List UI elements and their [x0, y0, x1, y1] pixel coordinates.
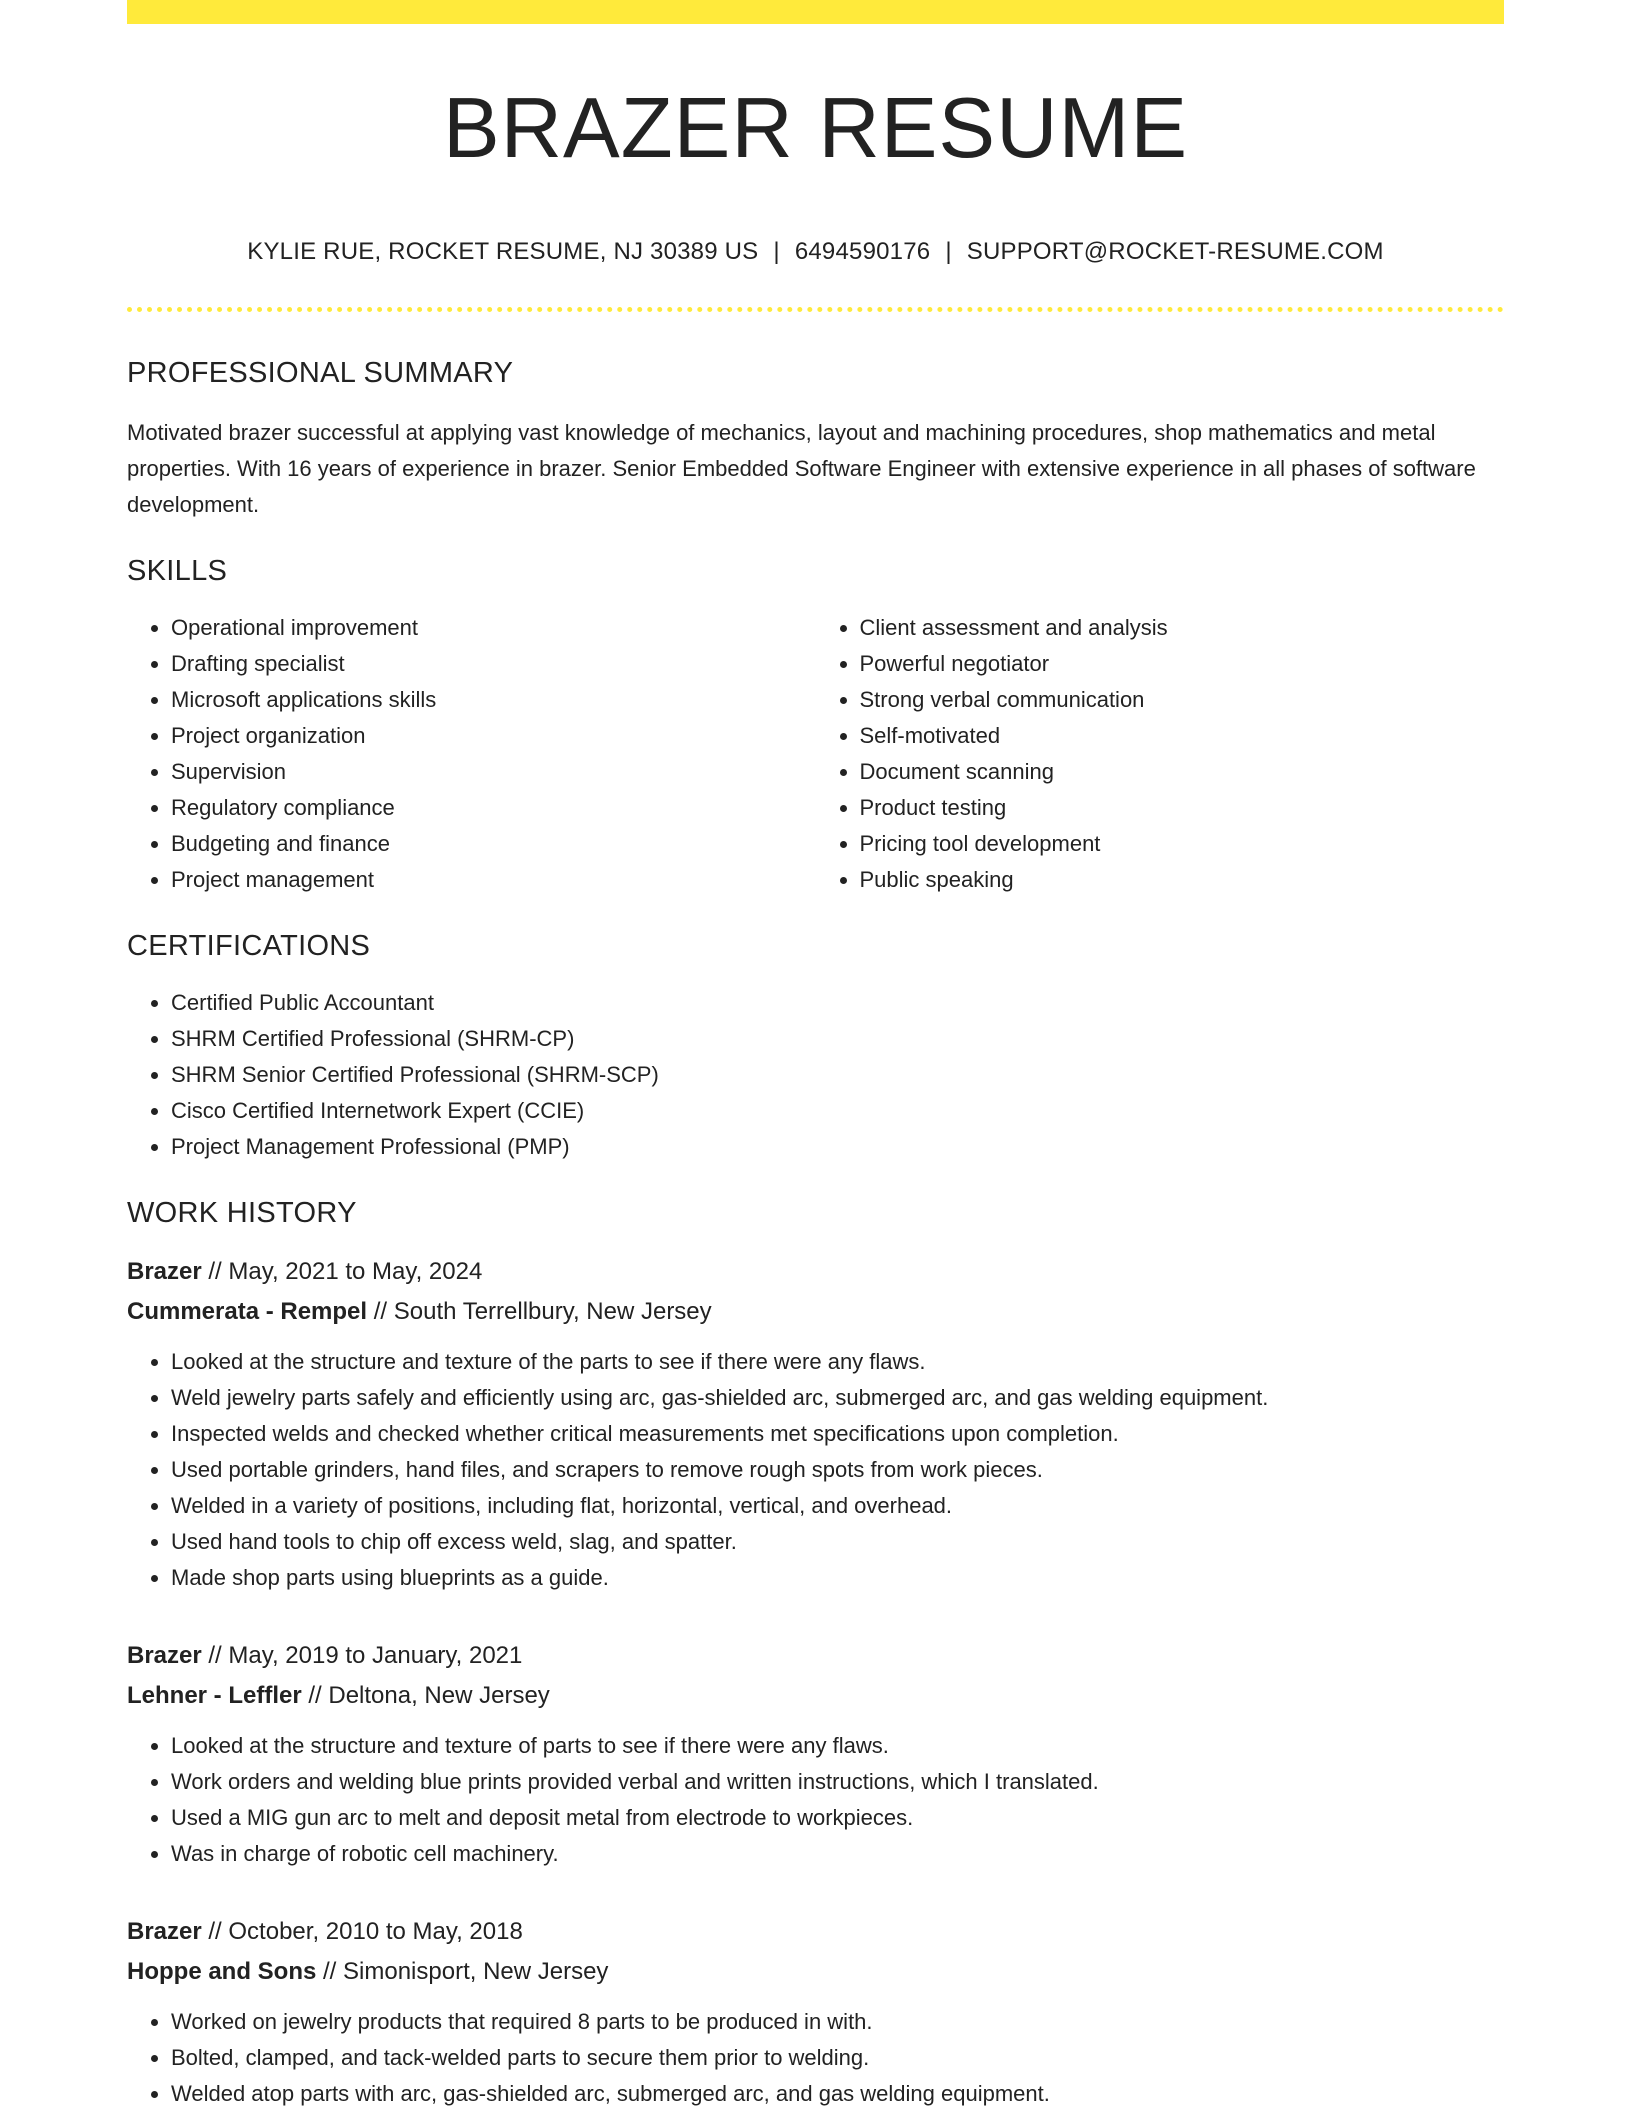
skill-item: • Product testing: [860, 790, 1505, 826]
job-bullet: • Bolted, clamped, and tack-welded parts to secure them prior to welding.: [171, 2040, 1504, 2076]
contact-separator: |: [945, 238, 952, 265]
job-location: Simonisport, New Jersey: [343, 1958, 609, 1985]
certifications-list: [127, 985, 1504, 1165]
job-company: Hoppe and Sons: [127, 1958, 317, 1985]
certification-item: • Certified Public Accountant: [171, 985, 1504, 1021]
job-bullet: • Welded atop parts with arc, gas-shielded arc, submerged arc, and gas welding equipment.: [171, 2076, 1504, 2112]
certifications-section: [127, 930, 1504, 1165]
job-separator: //: [316, 1958, 344, 1985]
job-separator: //: [201, 1918, 229, 1945]
job-bullets: [127, 1728, 1504, 1872]
top-accent-bar: [127, 0, 1504, 24]
skill-item: • Strong verbal communication: [860, 682, 1505, 718]
skill-item: • Microsoft applications skills: [171, 682, 816, 718]
job-location: Deltona, New Jersey: [328, 1682, 550, 1709]
job-title: Brazer: [127, 1918, 202, 1945]
job-bullet: • Looked at the structure and texture of parts to see if there were any flaws.: [171, 1728, 1504, 1764]
job-company-line: [127, 1952, 1504, 1992]
dotted-divider: [127, 307, 1504, 312]
job-bullet: • Was in charge of robotic cell machinery.: [171, 1836, 1504, 1872]
job-location: South Terrellbury, New Jersey: [393, 1298, 712, 1325]
job-separator: //: [201, 1258, 229, 1285]
job-entry: [127, 1252, 1504, 1596]
summary-text: Motivated brazer successful at applying vast knowledge of mechanics, layout and machining procedures, shop mathematics and metal properties. With 16 years of experience in brazer. Senior Embedded Software Engineer with extensive experience in all phases of software development.: [127, 420, 1476, 517]
job-dates: October, 2010 to May, 2018: [228, 1918, 523, 1945]
certifications-heading: CERTIFICATIONS: [127, 930, 371, 962]
certification-item: • SHRM Certified Professional (SHRM-CP): [171, 1021, 1504, 1057]
skill-item: • Drafting specialist: [171, 646, 816, 682]
job-separator: //: [367, 1298, 394, 1325]
job-bullet: • Weld jewelry parts safely and efficiently using arc, gas-shielded arc, submerged arc, and gas welding equipment.: [171, 1380, 1504, 1416]
job-title: Brazer: [127, 1258, 202, 1285]
skills-section: [127, 555, 1504, 898]
job-entry: [127, 1636, 1504, 1872]
job-bullets: [127, 2004, 1504, 2112]
summary-heading: PROFESSIONAL SUMMARY: [127, 357, 514, 389]
job-company-line: [127, 1676, 1504, 1716]
job-bullets: [127, 1344, 1504, 1596]
job-entry: [127, 1912, 1504, 2112]
skill-item: • Operational improvement: [171, 610, 816, 646]
job-bullet: • Worked on jewelry products that required 8 parts to be produced in with.: [171, 2004, 1504, 2040]
job-dates: May, 2019 to January, 2021: [228, 1642, 523, 1669]
job-bullet: • Used a MIG gun arc to melt and deposit metal from electrode to workpieces.: [171, 1800, 1504, 1836]
skills-heading: SKILLS: [127, 555, 228, 587]
certification-item: • Project Management Professional (PMP): [171, 1129, 1504, 1165]
skills-left-list: [127, 610, 816, 898]
job-title-line: [127, 1252, 1504, 1292]
certification-item: • Cisco Certified Internetwork Expert (CCIE): [171, 1093, 1504, 1129]
job-company: Lehner - Leffler: [127, 1682, 302, 1709]
skill-item: • Budgeting and finance: [171, 826, 816, 862]
contact-line: [127, 238, 1504, 266]
job-bullet: • Used portable grinders, hand files, and scrapers to remove rough spots from work pieces.: [171, 1452, 1504, 1488]
summary-section: [127, 357, 1504, 523]
skill-item: • Self-motivated: [860, 718, 1505, 754]
job-dates: May, 2021 to May, 2024: [228, 1258, 483, 1285]
job-separator: //: [301, 1682, 329, 1709]
contact-phone: 6494590176: [794, 238, 931, 265]
skill-item: • Project organization: [171, 718, 816, 754]
resume-page: [127, 0, 1504, 2112]
job-bullet: • Used hand tools to chip off excess weld, slag, and spatter.: [171, 1524, 1504, 1560]
job-bullet: • Looked at the structure and texture of the parts to see if there were any flaws.: [171, 1344, 1504, 1380]
skill-item: • Powerful negotiator: [860, 646, 1505, 682]
work-history-section: [127, 1197, 1504, 2112]
contact-separator: |: [773, 238, 780, 265]
job-bullet: • Inspected welds and checked whether critical measurements met specifications upon completion.: [171, 1416, 1504, 1452]
skills-columns: [127, 610, 1504, 898]
skills-right-list: [816, 610, 1505, 898]
job-title-line: [127, 1912, 1504, 1952]
skill-item: • Public speaking: [860, 862, 1505, 898]
job-title-line: [127, 1636, 1504, 1676]
job-bullet: • Made shop parts using blueprints as a guide.: [171, 1560, 1504, 1596]
skill-item: • Supervision: [171, 754, 816, 790]
resume-title: BRAZER RESUME: [442, 81, 1189, 176]
job-company-line: [127, 1292, 1504, 1332]
skill-item: • Project management: [171, 862, 816, 898]
job-bullet: • Work orders and welding blue prints provided verbal and written instructions, which I translated.: [171, 1764, 1504, 1800]
contact-address: KYLIE RUE, ROCKET RESUME, NJ 30389 US: [247, 238, 759, 265]
job-title: Brazer: [127, 1642, 202, 1669]
skill-item: • Document scanning: [860, 754, 1505, 790]
contact-email: SUPPORT@ROCKET-RESUME.COM: [966, 238, 1384, 265]
skill-item: • Pricing tool development: [860, 826, 1505, 862]
skill-item: • Regulatory compliance: [171, 790, 816, 826]
job-company: Cummerata - Rempel: [127, 1298, 368, 1325]
certification-item: • SHRM Senior Certified Professional (SHRM-SCP): [171, 1057, 1504, 1093]
skill-item: • Client assessment and analysis: [860, 610, 1505, 646]
job-bullet: • Welded in a variety of positions, including flat, horizontal, vertical, and overhead.: [171, 1488, 1504, 1524]
job-separator: //: [201, 1642, 229, 1669]
work-history-heading: WORK HISTORY: [127, 1197, 357, 1229]
